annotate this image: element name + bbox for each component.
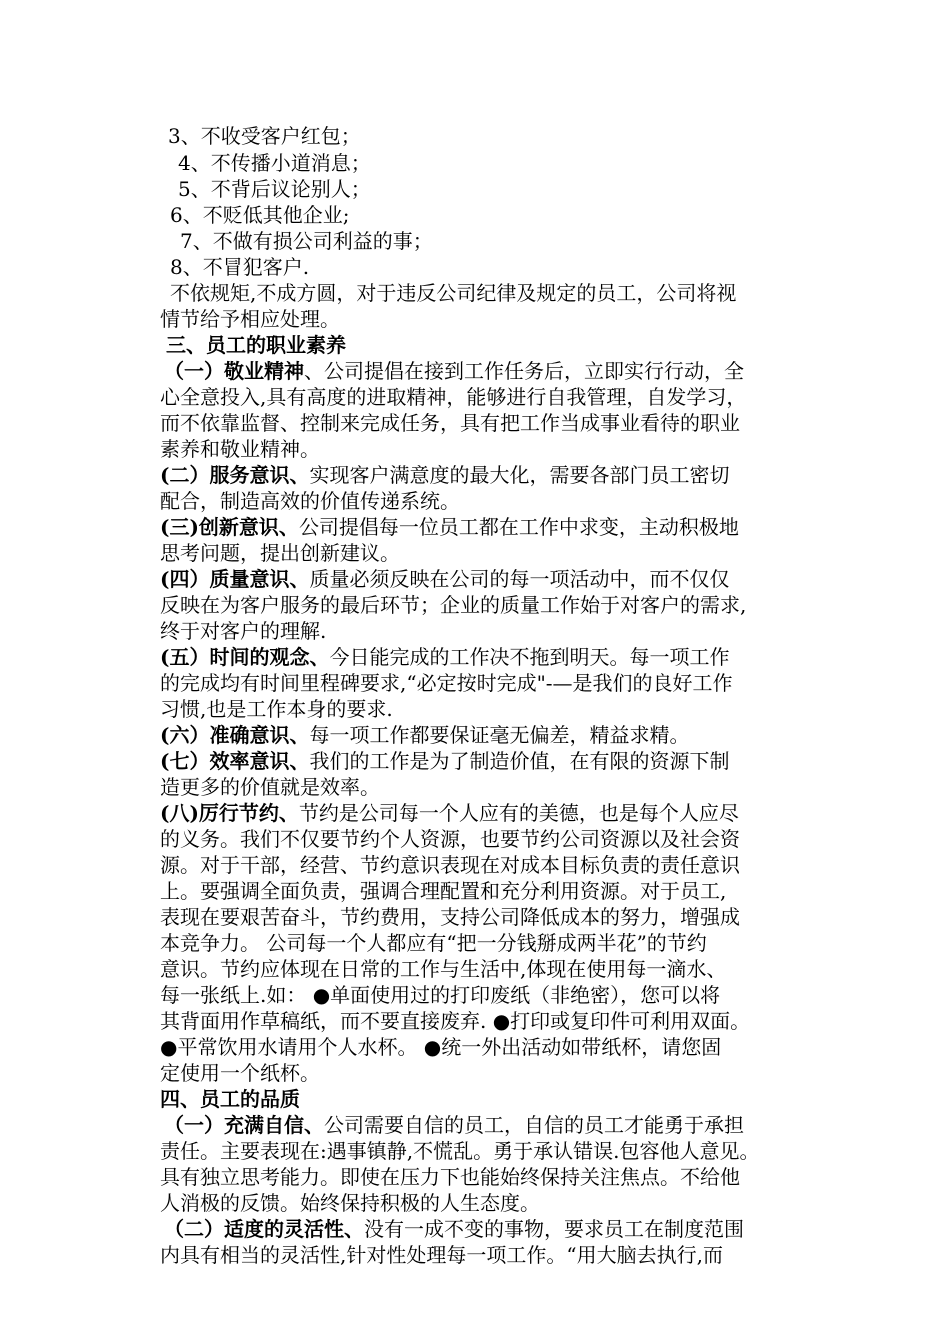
paragraph-line <box>164 1112 744 1139</box>
paragraph-title: (三)创新意识、 <box>160 515 299 539</box>
paragraph-line: 定使用一个纸杯。 <box>160 1061 320 1085</box>
paragraph-title: (六）准确意识、 <box>160 723 310 747</box>
paragraph-line: 素养和敬业精神。 <box>160 437 320 461</box>
paragraph-line: 本竞争力。 公司每一个人都应有“把一分钱掰成两半花”的节约 <box>160 931 707 955</box>
paragraph-line: 终于对客户的理解. <box>160 619 327 643</box>
paragraph-text: 质量必须反映在公司的每一项活动中，而不仅仅 <box>309 567 730 591</box>
paragraph-line: 责任。主要表现在:遇事镇静,不慌乱。勇于承认错误.包容他人意见。 <box>160 1139 760 1163</box>
paragraph-line: 心全意投入,具有高度的进取精神，能够进行自我管理，自发学习， <box>160 385 747 409</box>
paragraph-text: 、公司提倡在接到工作任务后，立即实行行动，全 <box>304 359 744 383</box>
paragraph-text: 每一项工作都要保证毫无偏差，精益求精。 <box>309 723 690 747</box>
section-heading: 四、员工的品质 <box>160 1087 300 1111</box>
paragraph-title: （一）充满自信、 <box>164 1113 324 1137</box>
paragraph-line <box>160 514 739 541</box>
paragraph-line: 源。对于干部，经营、节约意识表现在对成本目标负责的责任意识 <box>160 853 740 877</box>
paragraph-line <box>160 748 729 775</box>
paragraph-line <box>164 1216 744 1243</box>
paragraph-line <box>160 800 739 827</box>
paragraph-line: 每一张纸上.如： ●单面使用过的打印废纸（非绝密），您可以将 <box>160 983 721 1007</box>
rule-item-3: 3、不收受客户红包； <box>168 124 361 148</box>
paragraph-text: 实现客户满意度的最大化，需要各部门员工密切 <box>309 463 730 487</box>
paragraph-title: （一）敬业精神 <box>164 359 304 383</box>
paragraph-text: 公司需要自信的员工，自信的员工才能勇于承担 <box>324 1113 744 1137</box>
rule-item-6: 6、不贬低其他企业; <box>170 203 350 227</box>
paragraph-line: 习惯,也是工作本身的要求. <box>160 697 393 721</box>
paragraph-title: (七）效率意识、 <box>160 749 310 773</box>
paragraph-title: (四）质量意识、 <box>160 567 310 591</box>
paragraph-line: 而不依靠监督、控制来完成任务，具有把工作当成事业看待的职业 <box>160 411 740 435</box>
paragraph-line: 思考问题，提出创新建议。 <box>160 541 400 565</box>
paragraph-line: 的义务。我们不仅要节约个人资源，也要节约公司资源以及社会资 <box>160 827 740 851</box>
paragraph-title: (八)厉行节约、 <box>160 801 299 825</box>
rule-item-5: 5、不背后议论别人； <box>178 177 371 201</box>
paragraph-line <box>164 358 744 385</box>
paragraph-text: 我们的工作是为了制造价值，在有限的资源下制 <box>309 749 730 773</box>
paragraph-line: 内具有相当的灵活性,针对性处理每一项工作。“用大脑去执行,而 <box>160 1243 723 1267</box>
paragraph-line <box>160 722 689 749</box>
section-heading: 三、员工的职业素养 <box>166 333 346 357</box>
paragraph-line: 人消极的反馈。始终保持积极的人生态度。 <box>160 1191 540 1215</box>
paragraph-title: (五）时间的观念、 <box>160 645 330 669</box>
paragraph-line: 反映在为客户服务的最后环节；企业的质量工作始于对客户的需求, <box>160 593 747 617</box>
paragraph-title: （二）适度的灵活性、 <box>164 1217 364 1241</box>
paragraph-line: 配合，制造高效的价值传递系统。 <box>160 489 460 513</box>
paragraph-line: 上。要强调全面负责，强调合理配置和充分利用资源。对于员工, <box>160 879 727 903</box>
paragraph-line: 意识。节约应体现在日常的工作与生活中,体现在使用每一滴水、 <box>160 957 727 981</box>
paragraph-line: 具有独立思考能力。即使在压力下也能始终保持关注焦点。不给他 <box>160 1165 740 1189</box>
paragraph-line: 其背面用作草稿纸，而不要直接废弃. ●打印或复印件可利用双面。 <box>160 1009 751 1033</box>
paragraph-line <box>160 462 729 489</box>
rule-item-4: 4、不传播小道消息； <box>178 151 371 175</box>
closing-line: 情节给予相应处理。 <box>160 307 340 331</box>
paragraph-line: 表现在要艰苦奋斗，节约费用，支持公司降低成本的努力，增强成 <box>160 905 740 929</box>
paragraph-line <box>160 644 729 671</box>
paragraph-text: 今日能完成的工作决不拖到明天。每一项工作 <box>329 645 730 669</box>
rule-item-7: 7、不做有损公司利益的事； <box>180 229 433 253</box>
closing-line: 不依规矩,不成方圆，对于违反公司纪律及规定的员工，公司将视 <box>170 281 737 305</box>
rule-item-8: 8、不冒犯客户. <box>170 255 310 279</box>
paragraph-text: 公司提倡每一位员工都在工作中求变，主动积极地 <box>298 515 739 539</box>
paragraph-text: 没有一成不变的事物，要求员工在制度范围 <box>364 1217 744 1241</box>
paragraph-line <box>160 566 729 593</box>
paragraph-line: ●平常饮用水请用个人水杯。 ●统一外出活动如带纸杯，请您固 <box>160 1035 722 1059</box>
paragraph-title: (二）服务意识、 <box>160 463 310 487</box>
paragraph-line: 造更多的价值就是效率。 <box>160 775 380 799</box>
paragraph-text: 节约是公司每一个人应有的美德，也是每个人应尽 <box>298 801 739 825</box>
paragraph-line: 的完成均有时间里程碑要求,“必定按时完成"-—是我们的良好工作 <box>160 671 733 695</box>
